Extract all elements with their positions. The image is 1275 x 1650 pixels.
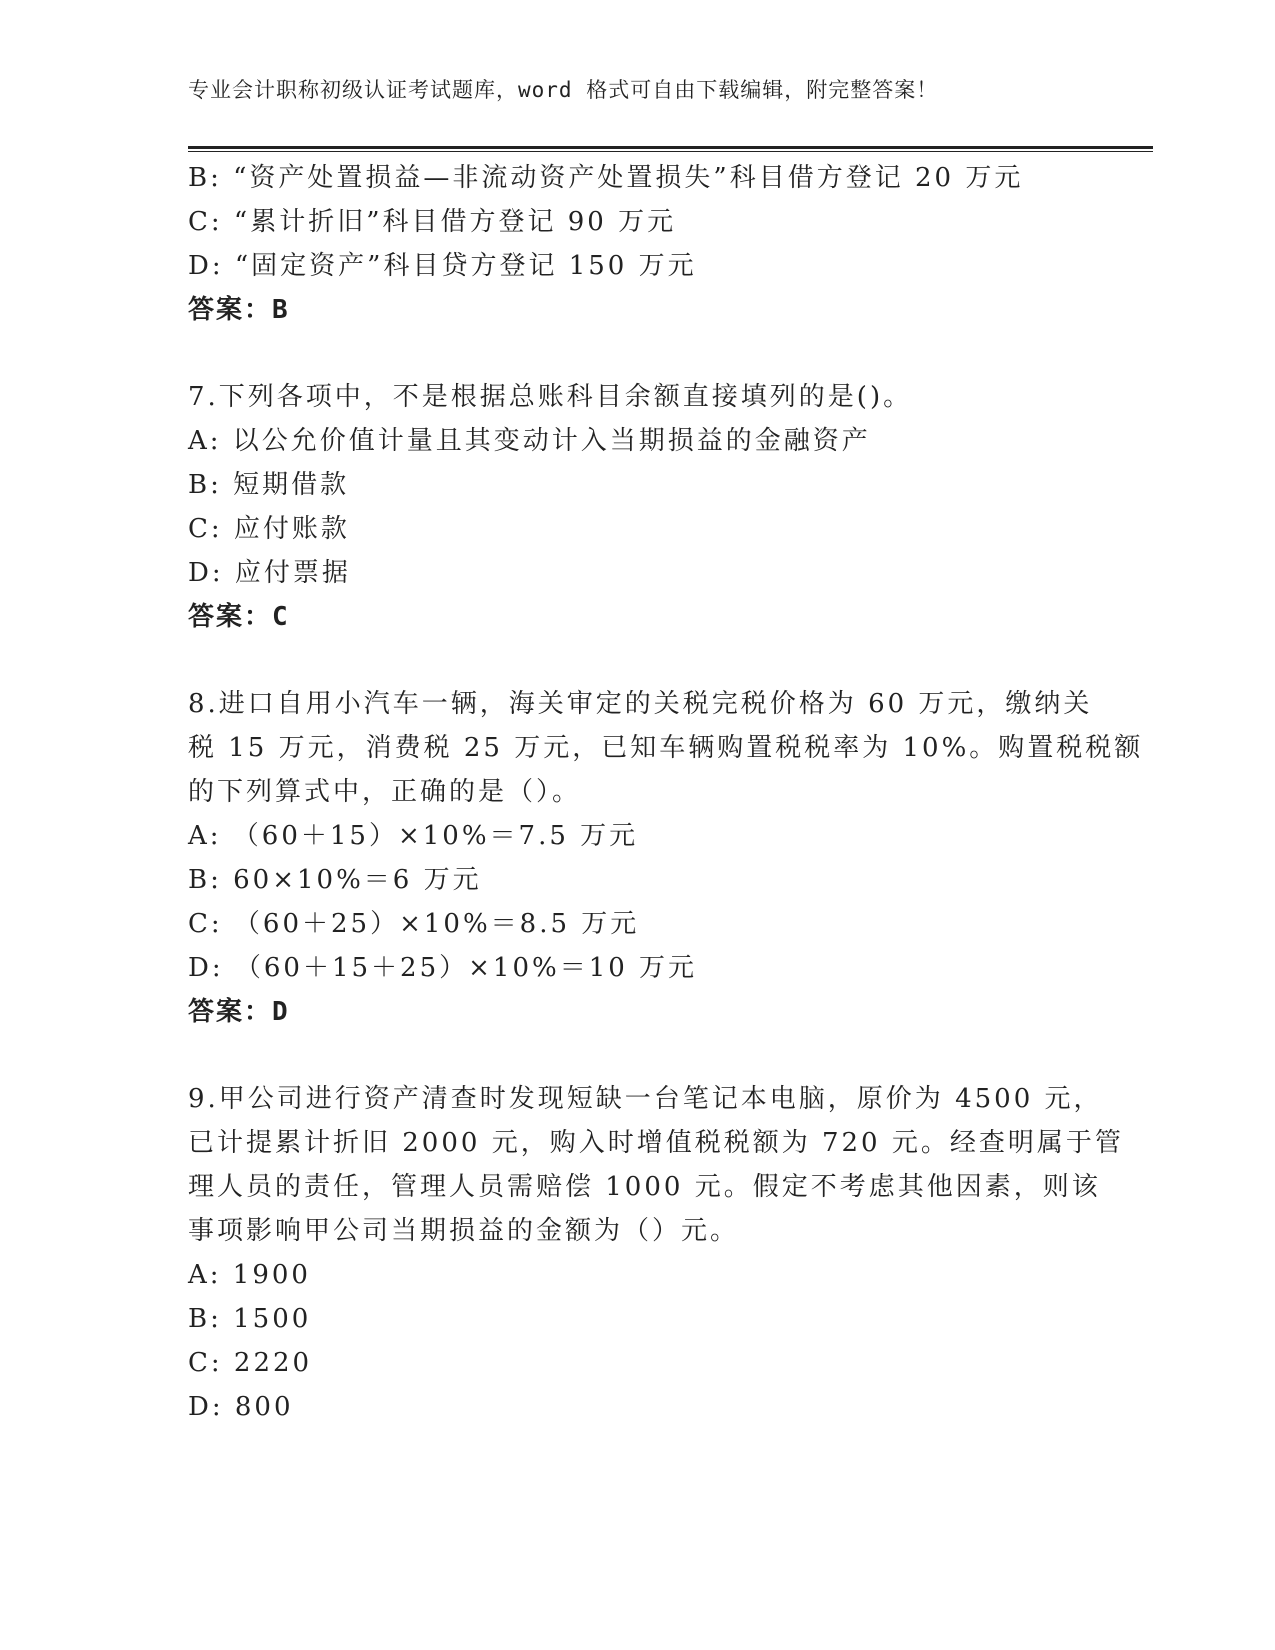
option-b: B: 1500 <box>188 1304 312 1334</box>
question-stem-line-2: 已计提累计折旧 2000 元，购入时增值税税额为 720 元。经查明属于管 <box>188 1128 1124 1158</box>
answer: 答案：D <box>188 997 290 1027</box>
page-header: 专业会计职称初级认证考试题库，word 格式可自由下载编辑，附完整答案！ <box>188 78 939 102</box>
option-b: B: 60×10%＝6 万元 <box>188 865 482 895</box>
option-d: D: 应付票据 <box>188 558 351 588</box>
question-stem-line-3: 的下列算式中，正确的是（）。 <box>188 777 582 807</box>
option-c: C: “累计折旧”科目借方登记 90 万元 <box>188 207 677 237</box>
question-stem-line-2: 税 15 万元，消费税 25 万元，已知车辆购置税税率为 10%。购置税税额 <box>188 733 1144 763</box>
option-a: A: 1900 <box>188 1260 311 1290</box>
option-b: B: “资产处置损益—非流动资产处置损失”科目借方登记 20 万元 <box>188 163 1024 193</box>
question-stem-line-4: 事项影响甲公司当期损益的金额为（）元。 <box>188 1216 740 1246</box>
option-a: A: 以公允价值计量且其变动计入当期损益的金融资产 <box>188 426 871 456</box>
answer: 答案：C <box>188 602 290 632</box>
answer: 答案：B <box>188 295 290 325</box>
question-stem-line-3: 理人员的责任，管理人员需赔偿 1000 元。假定不考虑其他因素，则该 <box>188 1172 1101 1202</box>
option-d: D: “固定资产”科目贷方登记 150 万元 <box>188 251 697 281</box>
option-d: D: 800 <box>188 1392 294 1422</box>
option-c: C: 应付账款 <box>188 514 350 544</box>
option-c: C: （60＋25）×10%＝8.5 万元 <box>188 909 640 939</box>
option-c: C: 2220 <box>188 1348 313 1378</box>
question-stem: 7.下列各项中，不是根据总账科目余额直接填列的是()。 <box>188 382 913 412</box>
header-divider-thick <box>188 146 1153 149</box>
option-a: A: （60＋15）×10%＝7.5 万元 <box>188 821 639 851</box>
question-stem-line-1: 9.甲公司进行资产清查时发现短缺一台笔记本电脑，原价为 4500 元， <box>188 1084 1103 1114</box>
option-b: B: 短期借款 <box>188 470 350 500</box>
option-d: D: （60＋15＋25）×10%＝10 万元 <box>188 953 698 983</box>
header-divider-thin <box>188 151 1153 152</box>
question-stem-line-1: 8.进口自用小汽车一辆，海关审定的关税完税价格为 60 万元，缴纳关 <box>188 689 1093 719</box>
